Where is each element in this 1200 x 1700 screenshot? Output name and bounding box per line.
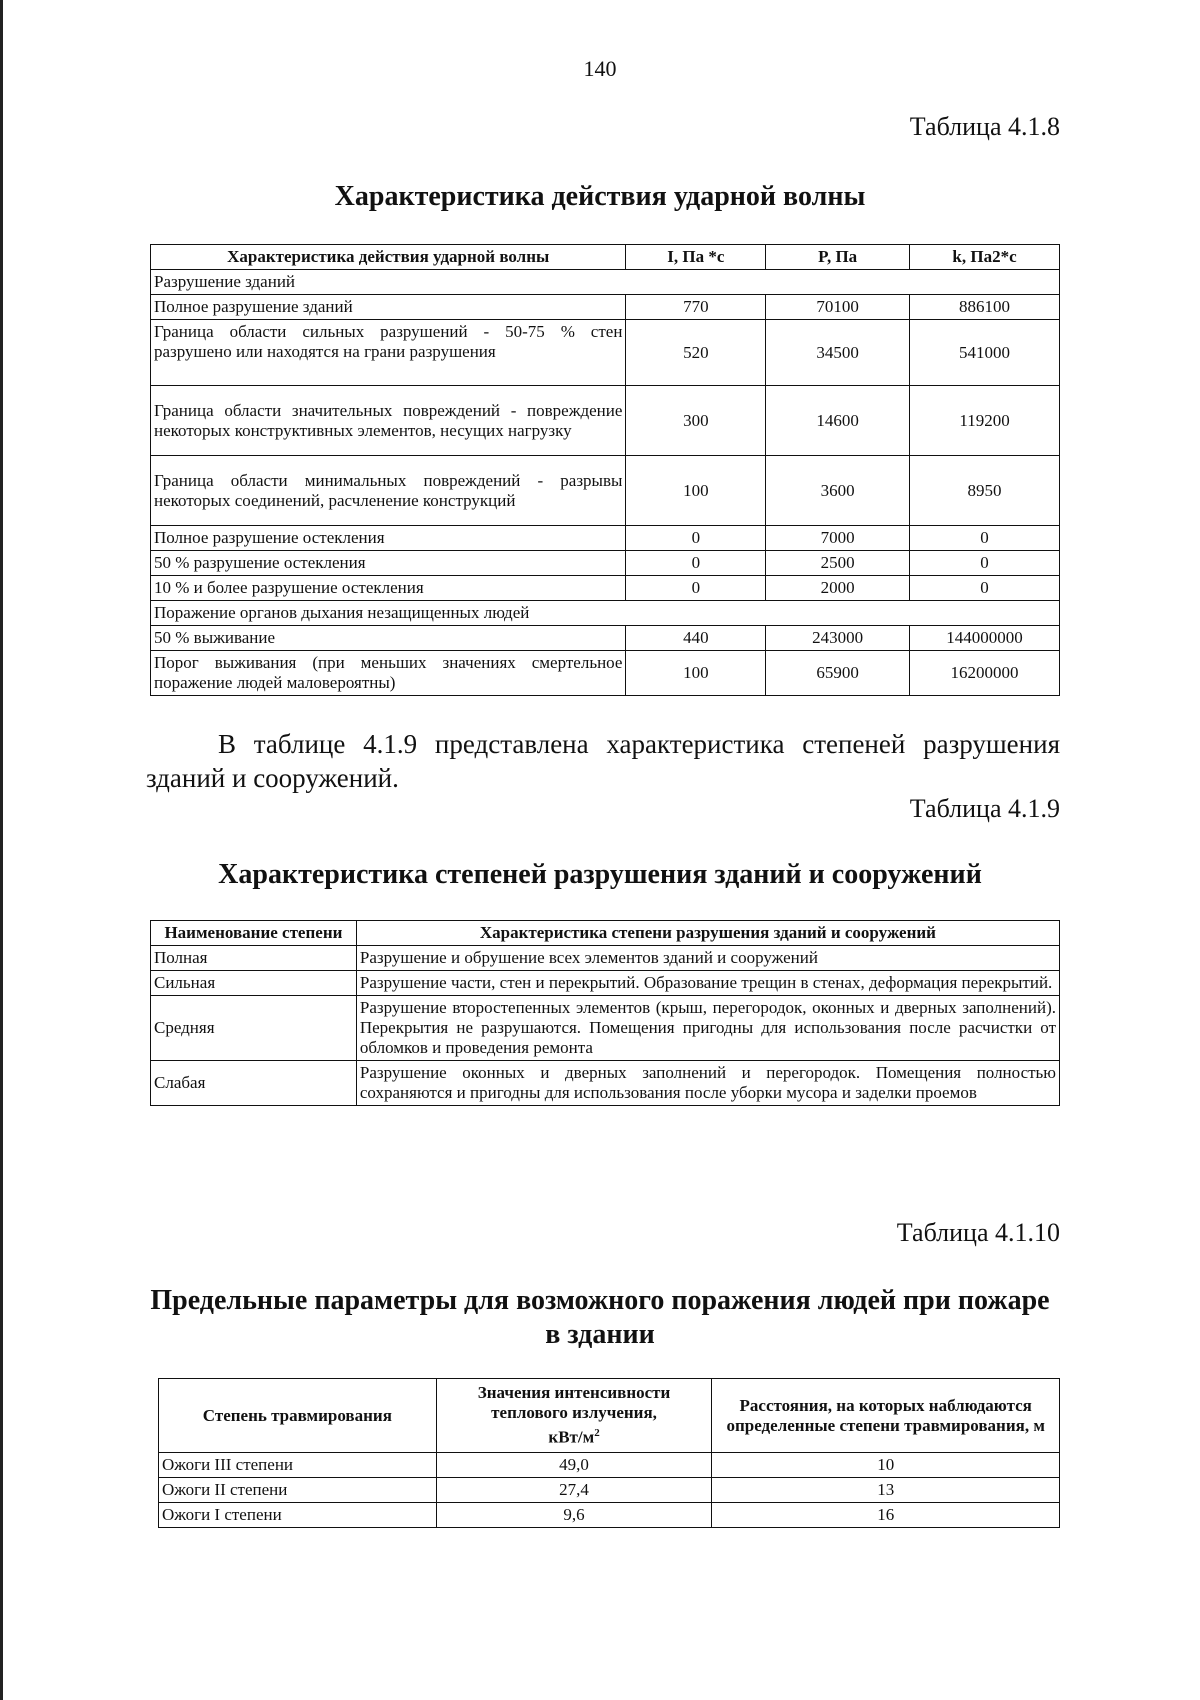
value-i: 0 (626, 526, 766, 551)
value-k: 0 (910, 551, 1060, 576)
table-row (151, 651, 1060, 696)
column-header: P, Па (766, 245, 910, 270)
unit-text: кВт/м (548, 1427, 595, 1447)
value-p: 14600 (766, 386, 910, 456)
value-k: 16200000 (910, 651, 1060, 696)
table-row (151, 1061, 1060, 1106)
value-p: 3600 (766, 456, 910, 526)
table-row (151, 386, 1060, 456)
degree-description: Разрушение оконных и дверных заполнений и перегородок. Помещения полностью сохраняются и пригодны для использования после уборки мусора и заделки проемов (356, 1061, 1059, 1106)
value-i: 0 (626, 576, 766, 601)
value-i: 440 (626, 626, 766, 651)
table-row (159, 1503, 1060, 1528)
table-heading-destruction: Характеристика степеней разрушения зданий и сооружений (218, 859, 982, 890)
distance-value: 16 (712, 1503, 1060, 1528)
destruction-degrees-table (150, 920, 1060, 1106)
column-header: I, Па *с (626, 245, 766, 270)
column-header: Характеристика действия ударной волны (151, 245, 626, 270)
table-row (151, 320, 1060, 386)
table-row (151, 971, 1060, 996)
value-p: 65900 (766, 651, 910, 696)
degree-name: Полная (151, 946, 357, 971)
table-header-row (159, 1379, 1060, 1453)
injury-name: Ожоги II степени (159, 1478, 437, 1503)
value-k: 0 (910, 526, 1060, 551)
value-p: 34500 (766, 320, 910, 386)
shock-wave-table (150, 244, 1060, 696)
table-row (151, 551, 1060, 576)
row-label: 10 % и более разрушение остекления (151, 576, 626, 601)
value-i: 100 (626, 456, 766, 526)
row-label: Полное разрушение остекления (151, 526, 626, 551)
section-row (151, 270, 1060, 295)
distance-value: 10 (712, 1453, 1060, 1478)
row-label: Порог выживания (при меньших значениях смертельное поражение людей маловероятны) (151, 651, 626, 696)
table-row (151, 295, 1060, 320)
section-row (151, 601, 1060, 626)
value-k: 886100 (910, 295, 1060, 320)
degree-description: Разрушение второстепенных элементов (крыш, перегородок, оконных и дверных заполнений). Перекрытия не разрушаются. Помещения пригодны для использования после расчистки от обломков и проведения ремонта (356, 996, 1059, 1061)
table-row (151, 946, 1060, 971)
section-title: Поражение органов дыхания незащищенных людей (151, 601, 1060, 626)
row-label: Граница области значительных повреждений - повреждение некоторых конструктивных элементов, несущих нагрузку (151, 386, 626, 456)
column-header: Расстояния, на которых наблюдаются определенные степени травмирования, м (712, 1379, 1060, 1453)
table-row (151, 456, 1060, 526)
column-header (436, 1379, 712, 1453)
table-header-row (151, 921, 1060, 946)
row-label: 50 % выживание (151, 626, 626, 651)
degree-description: Разрушение и обрушение всех элементов зданий и сооружений (356, 946, 1059, 971)
table-label-4-1-9: Таблица 4.1.9 (909, 794, 1060, 823)
value-p: 2500 (766, 551, 910, 576)
table-row (151, 526, 1060, 551)
row-label: Граница области минимальных повреждений - разрывы некоторых соединений, расчленение конструкций (151, 456, 626, 526)
radiation-value: 49,0 (436, 1453, 712, 1478)
table-row (151, 576, 1060, 601)
row-label: 50 % разрушение остекления (151, 551, 626, 576)
table-heading-shock-wave: Характеристика действия ударной волны (334, 181, 866, 212)
value-k: 541000 (910, 320, 1060, 386)
value-i: 100 (626, 651, 766, 696)
degree-name: Сильная (151, 971, 357, 996)
degree-name: Слабая (151, 1061, 357, 1106)
value-i: 520 (626, 320, 766, 386)
value-p: 243000 (766, 626, 910, 651)
row-label: Полное разрушение зданий (151, 295, 626, 320)
table-row (159, 1478, 1060, 1503)
distance-value: 13 (712, 1478, 1060, 1503)
unit-exponent: 2 (594, 1427, 600, 1440)
page-number: 140 (583, 56, 617, 81)
value-k: 8950 (910, 456, 1060, 526)
section-title: Разрушение зданий (151, 270, 1060, 295)
column-header-text: Значения интенсивности теплового излучения, (477, 1383, 671, 1423)
table-row (151, 996, 1060, 1061)
radiation-value: 27,4 (436, 1478, 712, 1503)
table-label-4-1-8: Таблица 4.1.8 (909, 112, 1060, 141)
intro-paragraph: В таблице 4.1.9 представлена характеристика степеней разрушения зданий и сооружений. (146, 729, 1060, 793)
row-label: Граница области сильных разрушений - 50-75 % стен разрушено или находятся на грани разрушения (151, 320, 626, 386)
value-p: 2000 (766, 576, 910, 601)
degree-description: Разрушение части, стен и перекрытий. Образование трещин в стенах, деформация перекрытий. (356, 971, 1059, 996)
table-row (151, 626, 1060, 651)
table-header-row (151, 245, 1060, 270)
injury-name: Ожоги I степени (159, 1503, 437, 1528)
column-header: Степень травмирования (159, 1379, 437, 1453)
value-p: 70100 (766, 295, 910, 320)
table-label-4-1-10: Таблица 4.1.10 (896, 1218, 1060, 1247)
value-p: 7000 (766, 526, 910, 551)
radiation-value: 9,6 (436, 1503, 712, 1528)
degree-name: Средняя (151, 996, 357, 1061)
column-header: Наименование степени (151, 921, 357, 946)
injury-name: Ожоги III степени (159, 1453, 437, 1478)
value-i: 0 (626, 551, 766, 576)
value-i: 770 (626, 295, 766, 320)
value-k: 144000000 (910, 626, 1060, 651)
column-header: k, Па2*с (910, 245, 1060, 270)
table-heading-fire: Предельные параметры для возможного поражения людей при пожаре в здании (150, 1285, 1050, 1350)
column-header: Характеристика степени разрушения зданий и сооружений (356, 921, 1059, 946)
table-row (159, 1453, 1060, 1478)
value-k: 0 (910, 576, 1060, 601)
fire-injury-table (158, 1378, 1060, 1528)
value-k: 119200 (910, 386, 1060, 456)
value-i: 300 (626, 386, 766, 456)
page-edge (0, 0, 3, 1700)
